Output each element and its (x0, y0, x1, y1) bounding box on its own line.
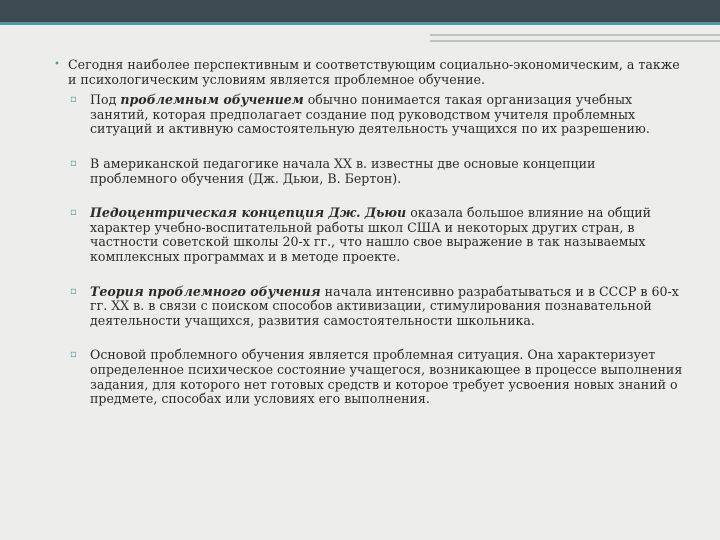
sub-bullet-item (68, 285, 684, 329)
square-bullet-icon: ▫ (70, 157, 77, 169)
square-bullet-icon: ▫ (70, 349, 77, 361)
item-emphasis: Теория проблемного обучения (90, 283, 321, 299)
spacer (52, 186, 692, 206)
intro-text: Сегодня наиболее перспективным и соответствующим социально-экономическим, а также и психологическим условиям является проблемное обучение. (68, 57, 680, 87)
square-bullet-icon: ▫ (70, 207, 77, 219)
sub-bullet-item (68, 93, 684, 137)
sub-bullet-item (68, 157, 684, 186)
item-text-pre: В американской педагогике начала XX в. известны две основые концепции проблемного обучения (Дж. Дьюи, В. Бертон). (90, 155, 596, 186)
spacer (52, 265, 692, 285)
decorative-line (430, 40, 720, 42)
sub-bullet-item (68, 348, 684, 406)
item-emphasis: проблемным обучением (120, 92, 304, 108)
square-bullet-icon: ▫ (70, 285, 77, 297)
slide-body (52, 58, 692, 407)
item-text-post: начала интенсивно разрабатываться и в СССР в 60-х гг. XX в. в связи с поиском способов активизации, стимулирования познавательной деятельности учащихся, развития самостоятельности школьника. (90, 283, 679, 328)
item-text-pre: Под (90, 92, 121, 108)
decorative-line (430, 34, 720, 36)
bullet-icon: • (54, 59, 60, 70)
spacer (52, 137, 692, 157)
item-text-post: обычно понимается такая организация учебных занятий, которая предполагает создание под руководством учителя проблемных ситуаций и активную самостоятельную деятельность учащихся по их разрешению. (90, 92, 650, 137)
item-text-post: оказала большое влияние на общий характер учебно-воспитательной работы школ США и некоторых других стран, в частности советской школы 20-х гг., что нашло свое выражение в так называемых комплексных программах и в методе проекте. (90, 205, 652, 264)
slide-header-accent-line (0, 22, 720, 25)
spacer (52, 328, 692, 348)
square-bullet-icon: ▫ (70, 94, 77, 106)
item-text-pre: Основой проблемного обучения является проблемная ситуация. Она характеризует определенное психическое состояние учащегося, возникающее в процессе выполнения задания, для которого нет готовых средств и которое требует усвоения новых знаний о предмете, способах или условиях его выполнения. (90, 347, 683, 407)
item-emphasis: Педоцентрическая концепция Дж. Дьюи (90, 205, 407, 221)
main-bullet-item (52, 58, 692, 87)
sub-bullet-item (68, 206, 684, 264)
slide-header-band (0, 0, 720, 22)
